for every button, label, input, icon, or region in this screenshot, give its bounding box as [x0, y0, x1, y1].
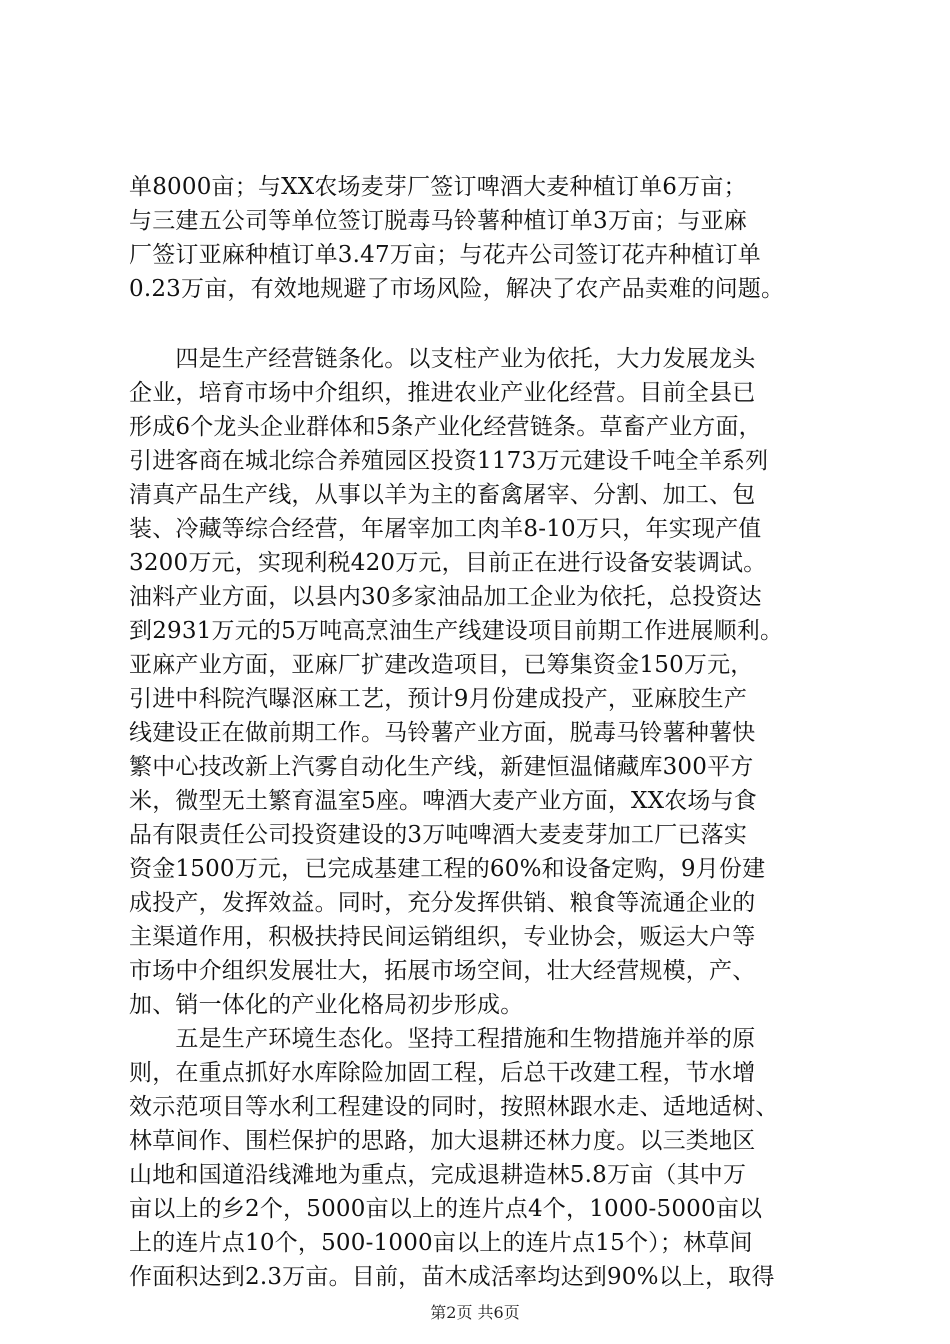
text-line: 清真产品生产线，从事以羊为主的畜禽屠宰、分割、加工、包	[129, 482, 756, 508]
text-line: 装、冷藏等综合经营，年屠宰加工肉羊8-10万只，年实现产值	[129, 516, 762, 542]
text-line: 繁中心技改新上汽雾自动化生产线，新建恒温储藏库300平方	[129, 754, 754, 780]
text-line: 亚麻产业方面，亚麻厂扩建改造项目，已筹集资金150万元，	[129, 652, 754, 678]
text-line: 五是生产环境生态化。坚持工程措施和生物措施并举的原	[129, 1026, 756, 1052]
text-line: 企业，培育市场中介组织，推进农业产业化经营。目前全县已	[129, 380, 756, 406]
paragraph-contracts	[129, 170, 839, 306]
text-line: 3200万元，实现利税420万元，目前正在进行设备安装调试。	[129, 550, 767, 576]
text-line: 亩以上的乡2个，5000亩以上的连片点4个，1000-5000亩以	[129, 1196, 763, 1222]
paragraph-ecology	[129, 1022, 839, 1294]
text-line: 米，微型无土繁育温室5座。啤酒大麦产业方面，XX农场与食	[129, 788, 757, 814]
text-line: 形成6个龙头企业群体和5条产业化经营链条。草畜产业方面，	[129, 414, 762, 440]
text-line: 上的连片点10个，500-1000亩以上的连片点15个）；林草间	[129, 1230, 753, 1256]
text-line: 线建设正在做前期工作。马铃薯产业方面，脱毒马铃薯种薯快	[129, 720, 756, 746]
text-line: 山地和国道沿线滩地为重点，完成退耕造林5.8万亩（其中万	[129, 1162, 747, 1188]
text-line: 成投产，发挥效益。同时，充分发挥供销、粮食等流通企业的	[129, 890, 756, 916]
text-line: 作面积达到2.3万亩。目前，苗木成活率均达到90%以上，取得	[129, 1264, 775, 1290]
text-line: 品有限责任公司投资建设的3万吨啤酒大麦麦芽加工厂已落实	[129, 822, 748, 848]
text-line: 则，在重点抓好水库除险加固工程，后总干改建工程，节水增	[129, 1060, 756, 1086]
text-line: 加、销一体化的产业化格局初步形成。	[129, 992, 524, 1018]
text-line: 主渠道作用，积极扶持民间运销组织，专业协会，贩运大户等	[129, 924, 756, 950]
body-text	[129, 170, 839, 1294]
paragraph-production-chain	[129, 342, 839, 1022]
paragraph-spacer	[129, 306, 839, 342]
text-line: 引进中科院汽曝沤麻工艺，预计9月份建成投产，亚麻胶生产	[129, 686, 748, 712]
text-line: 单8000亩；与XX农场麦芽厂签订啤酒大麦种植订单6万亩；	[129, 174, 747, 200]
text-line: 厂签订亚麻种植订单3.47万亩；与花卉公司签订花卉种植订单	[129, 242, 762, 268]
text-line: 与三建五公司等单位签订脱毒马铃薯种植订单3万亩；与亚麻	[129, 208, 748, 234]
text-line: 到2931万元的5万吨高烹油生产线建设项目前期工作进展顺利。	[129, 618, 784, 644]
text-line: 引进客商在城北综合养殖园区投资1173万元建设千吨全羊系列	[129, 448, 769, 474]
text-line: 油料产业方面，以县内30多家油品加工企业为依托，总投资达	[129, 584, 762, 610]
text-line: 林草间作、围栏保护的思路，加大退耕还林力度。以三类地区	[129, 1128, 756, 1154]
text-line: 四是生产经营链条化。以支柱产业为依托，大力发展龙头	[129, 346, 756, 372]
text-line: 效示范项目等水利工程建设的同时，按照林跟水走、适地适树、	[129, 1094, 779, 1120]
text-line: 市场中介组织发展壮大，拓展市场空间，壮大经营规模，产、	[129, 958, 756, 984]
text-line: 0.23万亩，有效地规避了市场风险，解决了农产品卖难的问题。	[129, 276, 785, 302]
text-line: 资金1500万元，已完成基建工程的60%和设备定购，9月份建	[129, 856, 766, 882]
page-footer: 第2页 共6页	[430, 1303, 520, 1322]
